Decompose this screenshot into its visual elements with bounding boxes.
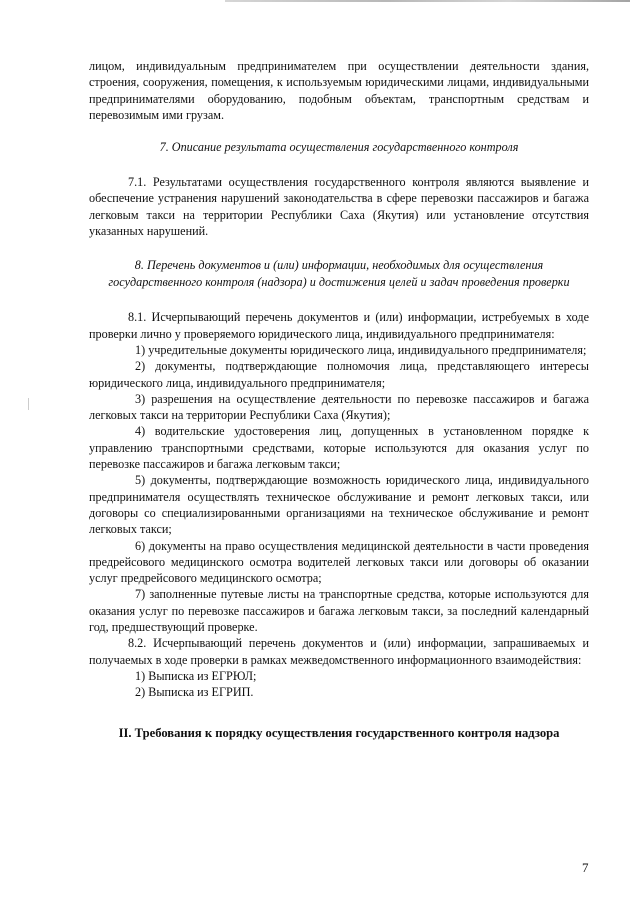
list-item: 6) документы на право осуществления медицинской деятельности в части проведения предрейсового медицинского осмотра водителей легковых такси или договоры об оказании услуг предрейсового медицинского осмотра;	[89, 538, 589, 586]
list-item: 4) водительские удостоверения лиц, допущенных в установленном порядке к управлению транспортными средствами, которые используются для оказания услуг по перевозке пассажиров и багажа легковым такси;	[89, 424, 589, 472]
list-item: 7) заполненные путевые листы на транспортные средства, которые используются для оказания услуг по перевозке пассажиров и багажа легковым такси, за последний календарный год, предшествующий проверке.	[89, 587, 589, 635]
list-item: 5) документы, подтверждающие возможность юридического лица, индивидуального предпринимателя осуществлять техническое обслуживание и ремонт легковых такси, или договоры со специализированными организациями на техническое обслуживание и ремонт легковых такси;	[89, 473, 589, 537]
heading-7: 7. Описание результата осуществления государственного контроля	[159, 140, 519, 155]
sub-list-item: 1) Выписка из ЕГРЮЛ;	[135, 668, 257, 683]
paragraph-intro: лицом, индивидуальным предпринимателем при осуществлении деятельности здания, строения, сооружения, помещения, к используемым юридическими лицами, индивидуальными предпринимателями оборудованию, подобным объектам, транспортным средствам и перевозимым ими грузам.	[89, 59, 589, 122]
sub-list-item: 2) Выписка из ЕГРИП.	[135, 685, 254, 700]
paragraph-7-1: 7.1. Результатами осуществления государственного контроля являются выявление и обеспечение устранения нарушений законодательства в сфере перевозки пассажиров и багажа легковым такси на территории Республики Саха (Якутия) или установление отсутствия указанных нарушений.	[89, 175, 589, 239]
section-heading: II. Требования к порядку осуществления государственного контроля надзора	[118, 725, 560, 740]
scan-artifact	[28, 398, 29, 410]
paragraph-8-1: 8.1. Исчерпывающий перечень документов и (или) информации, истребуемых в ходе проверки лично у проверяемого юридического лица, индивидуального предпринимателя:	[89, 310, 589, 341]
list-item: 2) документы, подтверждающие полномочия лица, представляющего интересы юридического лица, индивидуального предпринимателя;	[89, 359, 589, 390]
list-item: 1) учредительные документы юридического лица, индивидуального предпринимателя;	[135, 342, 587, 357]
page-number: 7	[582, 860, 589, 875]
heading-8: 8. Перечень документов и (или) информации, необходимых для осуществления государственного контроля (надзора) и достижения целей и задач проведения проверки	[108, 258, 570, 290]
paragraph-8-2: 8.2. Исчерпывающий перечень документов и (или) информации, запрашиваемых и получаемых в ходе проверки в рамках межведомственного информационного взаимодействия:	[89, 636, 589, 667]
document-body	[89, 58, 589, 741]
scan-edge-line	[225, 0, 630, 2]
list-item: 3) разрешения на осуществление деятельности по перевозке пассажиров и багажа легковых такси на территории Республики Саха (Якутия);	[89, 391, 589, 423]
